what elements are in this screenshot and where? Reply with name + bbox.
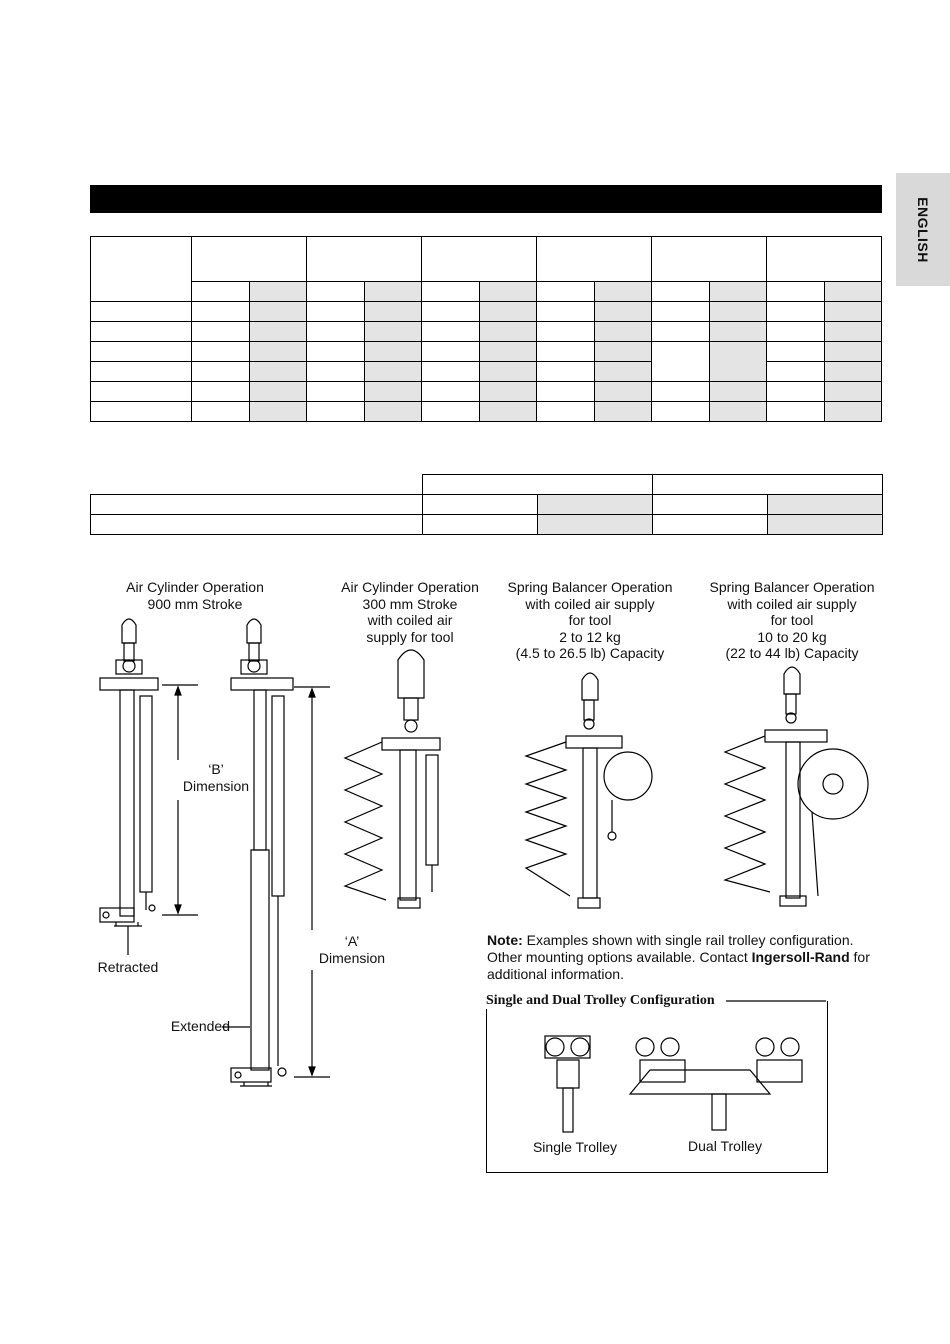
air-cylinder-300-drawing [345, 650, 440, 908]
note-text-2: for additional information. [487, 949, 870, 982]
note-label: Note: [487, 932, 523, 948]
dual-trolley-label: Dual Trolley [688, 1138, 762, 1154]
note-paragraph [487, 932, 877, 983]
spring-balancer-2-12-drawing [526, 673, 652, 908]
note-text-1: Examples shown with single rail trolley configuration. Other mounting options available. Contact [487, 932, 854, 965]
language-tab-label: ENGLISH [915, 196, 931, 263]
caption-spring-balancer-2-12: Spring Balancer Operation with coiled air supply for tool 2 to 12 kg (4.5 to 26.5 lb) Capacity [507, 579, 673, 661]
caption-spring-balancer-10-20: Spring Balancer Operation with coiled air supply for tool 10 to 20 kg (22 to 44 lb) Capacity [709, 579, 875, 661]
spring-balancer-10-20-drawing [725, 667, 868, 906]
retracted-unit-drawing [100, 619, 158, 926]
retracted-label: Retracted [97, 959, 159, 975]
extended-unit-drawing [231, 619, 293, 1086]
b-dimension-label: ‘B’ Dimension [182, 761, 250, 794]
single-trolley-label: Single Trolley [532, 1139, 618, 1155]
trolley-configuration-title: Single and Dual Trolley Configuration [486, 993, 721, 1009]
extended-label: Extended [170, 1018, 230, 1034]
brand-name: Ingersoll-Rand [751, 949, 850, 965]
caption-air-cylinder-300: Air Cylinder Operation 300 mm Stroke with coiled air supply for tool [341, 579, 479, 645]
caption-air-cylinder-900: Air Cylinder Operation 900 mm Stroke [126, 579, 264, 612]
a-dimension-label: ‘A’ Dimension [318, 933, 386, 966]
